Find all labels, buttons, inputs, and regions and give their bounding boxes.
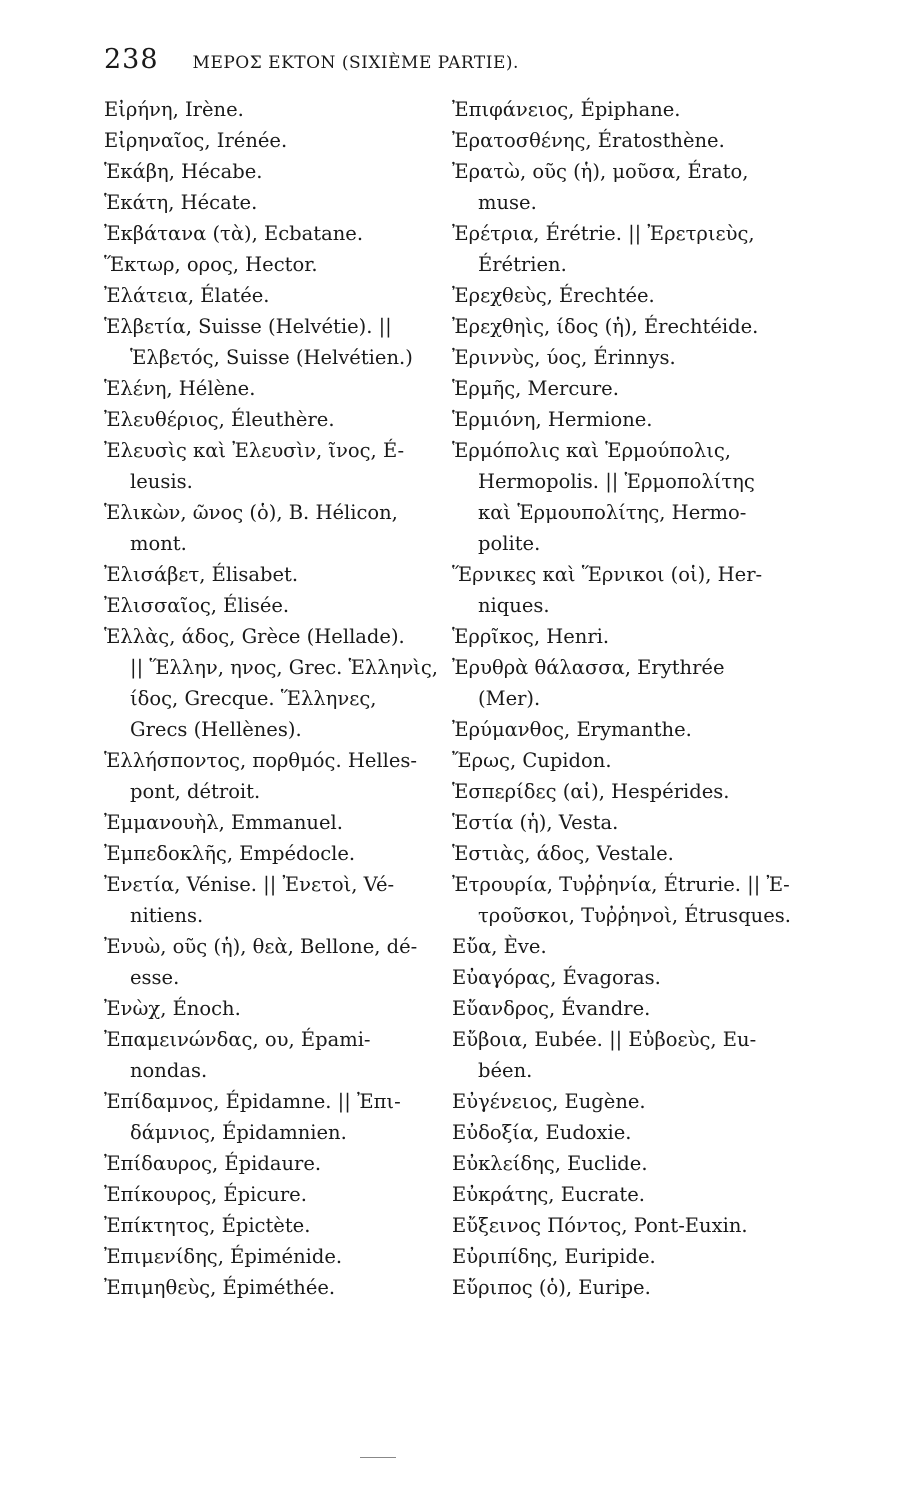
dictionary-entry [452, 156, 800, 218]
entry-headword-line: Ἑλλὰς, άδος, Grèce (Hellade). [104, 625, 405, 648]
dictionary-entry [452, 1210, 800, 1241]
entry-headword-line: Εὔα, Ève. [452, 935, 547, 958]
entry-headword-line: Εὔανδρος, Évandre. [452, 997, 651, 1020]
dictionary-entry [104, 1024, 449, 1086]
dictionary-entry [452, 218, 800, 280]
entry-continuation-line: Érétrien. [478, 253, 567, 276]
entry-continuation-line: ίδος, Grecque. Ἕλληνες, [130, 687, 377, 710]
dictionary-entry [104, 311, 449, 373]
entry-headword-line: Ἐπίκτητος, Épictète. [104, 1214, 311, 1237]
entry-headword-line: Εὐκράτης, Eucrate. [452, 1183, 645, 1206]
entry-continuation-line: muse. [478, 191, 537, 214]
dictionary-entry [452, 776, 800, 807]
dictionary-entry [452, 714, 800, 745]
entry-continuation-line: mont. [130, 532, 187, 555]
dictionary-entry [104, 1148, 449, 1179]
dictionary-entry [452, 125, 800, 156]
entry-headword-line: Ἐκβάτανα (τὰ), Ecbatane. [104, 222, 364, 245]
entry-headword-line: Ἐπίκουρος, Épicure. [104, 1183, 307, 1206]
dictionary-entry [104, 249, 449, 280]
entry-headword-line: Ἐπιμηθεὺς, Épiméthée. [104, 1276, 336, 1299]
dictionary-entry [452, 869, 800, 931]
entry-headword-line: Ἐρατοσθένης, Ératosthène. [452, 129, 725, 152]
dictionary-entry [104, 838, 449, 869]
entry-headword-line: Ἑρμιόνη, Hermione. [452, 408, 653, 431]
entry-headword-line: Ἐνετία, Vénise. || Ἐνετοὶ, Vé- [104, 873, 395, 896]
dictionary-entry [104, 497, 449, 559]
dictionary-entry [452, 993, 800, 1024]
entry-headword-line: Ἐνὼχ, Énoch. [104, 997, 241, 1020]
entry-headword-line: Ἑλλήσποντος, πορθμός. Helles- [104, 749, 418, 772]
dictionary-entry [104, 218, 449, 249]
entry-headword-line: Ἑστία (ἡ), Vesta. [452, 811, 619, 834]
entry-continuation-line: Hermopolis. || Ἑρμοπολίτης [478, 470, 755, 493]
right-column [452, 94, 800, 1303]
entry-headword-line: Ἑκάτη, Hécate. [104, 191, 258, 214]
entry-continuation-line: leusis. [130, 470, 193, 493]
footer-rule [360, 1457, 396, 1458]
dictionary-entry [452, 435, 800, 559]
dictionary-entry [452, 1024, 800, 1086]
entry-headword-line: Ἐρύμανθος, Erymanthe. [452, 718, 692, 741]
dictionary-entry [452, 1241, 800, 1272]
dictionary-entry [104, 993, 449, 1024]
dictionary-entry [104, 280, 449, 311]
dictionary-entry [104, 621, 449, 745]
entry-headword-line: Ἔρως, Cupidon. [452, 749, 612, 772]
dictionary-entry [104, 156, 449, 187]
dictionary-entry [104, 745, 449, 807]
entry-headword-line: Ἐρεχθηὶς, ίδος (ἡ), Érechtéide. [452, 315, 759, 338]
dictionary-entry [104, 404, 449, 435]
entry-continuation-line: polite. [478, 532, 541, 555]
entry-headword-line: Ἐλισάβετ, Élisabet. [104, 563, 299, 586]
entry-continuation-line: || Ἕλλην, ηνος, Grec. Ἑλληνὶς, [130, 656, 438, 679]
dictionary-entry [104, 1272, 449, 1303]
dictionary-entry [104, 807, 449, 838]
entry-headword-line: Εἰρηναῖος, Irénée. [104, 129, 288, 152]
dictionary-entry [452, 1086, 800, 1117]
dictionary-entry [452, 1117, 800, 1148]
page-number: 238 [104, 44, 159, 75]
entry-headword-line: Ἑσπερίδες (αἱ), Hespérides. [452, 780, 730, 803]
dictionary-entry [104, 187, 449, 218]
entry-headword-line: Εὐκλείδης, Euclide. [452, 1152, 648, 1175]
dictionary-entry [452, 652, 800, 714]
entry-headword-line: Εὐριπίδης, Euripide. [452, 1245, 656, 1268]
dictionary-entry [104, 590, 449, 621]
entry-headword-line: Ἑλικὼν, ῶνος (ὁ), B. Hélicon, [104, 501, 398, 524]
left-column [104, 94, 449, 1303]
dictionary-entry [104, 1241, 449, 1272]
entry-continuation-line: δάμνιος, Épidamnien. [130, 1121, 347, 1144]
entry-continuation-line: Grecs (Hellènes). [130, 718, 302, 741]
entry-headword-line: Ἑλβετία, Suisse (Helvétie). || [104, 315, 392, 338]
entry-headword-line: Ἐρυθρὰ θάλασσα, Erythrée [452, 656, 725, 679]
entry-headword-line: Ἐρεχθεὺς, Érechtée. [452, 284, 655, 307]
dictionary-entry [452, 1179, 800, 1210]
entry-headword-line: Ἐρατὼ, οῦς (ἡ), μοῦσα, Érato, [452, 160, 749, 183]
entry-headword-line: Ἑρρῖκος, Henri. [452, 625, 610, 648]
entry-headword-line: Ἐριννὺς, ύος, Érinnys. [452, 346, 676, 369]
entry-continuation-line: τροῦσκοι, Τυῤῥηνοὶ, Étrusques. [478, 904, 791, 927]
dictionary-entry [452, 404, 800, 435]
entry-headword-line: Ἑρμόπολις καὶ Ἑρμούπολις, [452, 439, 731, 462]
entry-headword-line: Ἐπιμενίδης, Épiménide. [104, 1245, 343, 1268]
dictionary-entry [452, 962, 800, 993]
entry-continuation-line: nondas. [130, 1059, 208, 1082]
entry-continuation-line: Ἑλβετός, Suisse (Helvétien.) [130, 346, 413, 369]
dictionary-entry [104, 373, 449, 404]
entry-headword-line: Ἐπίδαυρος, Épidaure. [104, 1152, 322, 1175]
dictionary-entry [452, 1272, 800, 1303]
entry-headword-line: Ἐμπεδοκλῆς, Empédocle. [104, 842, 356, 865]
entry-continuation-line: esse. [130, 966, 180, 989]
entry-headword-line: Εὔξεινος Πόντος, Pont-Euxin. [452, 1214, 748, 1237]
dictionary-entry [452, 342, 800, 373]
dictionary-entry [452, 1148, 800, 1179]
entry-continuation-line: καὶ Ἑρμουπολίτης, Hermo- [478, 501, 747, 524]
entry-headword-line: Ἐρέτρια, Érétrie. || Ἐρετριεὺς, [452, 222, 755, 245]
entry-continuation-line: niques. [478, 594, 550, 617]
entry-continuation-line: béen. [478, 1059, 533, 1082]
entry-headword-line: Ἑλένη, Hélène. [104, 377, 256, 400]
page-header [104, 44, 804, 80]
entry-headword-line: Ἐλευσὶς καὶ Ἐλευσὶν, ῖνος, É- [104, 439, 405, 462]
dictionary-entry [104, 94, 449, 125]
dictionary-entry [104, 1086, 449, 1148]
dictionary-entry [452, 745, 800, 776]
dictionary-entry [104, 931, 449, 993]
dictionary-entry [104, 435, 449, 497]
entry-continuation-line: nitiens. [130, 904, 204, 927]
dictionary-entry [452, 931, 800, 962]
dictionary-entry [452, 621, 800, 652]
dictionary-entry [452, 559, 800, 621]
dictionary-entry [104, 869, 449, 931]
dictionary-entry [104, 125, 449, 156]
entry-headword-line: Εὐγένειος, Eugène. [452, 1090, 646, 1113]
entry-headword-line: Ἐλευθέριος, Éleuthère. [104, 408, 335, 431]
dictionary-entry [104, 1210, 449, 1241]
entry-headword-line: Ἑστιὰς, άδος, Vestale. [452, 842, 674, 865]
entry-headword-line: Εὐδοξία, Eudoxie. [452, 1121, 632, 1144]
entry-headword-line: Ἐμμανουὴλ, Emmanuel. [104, 811, 343, 834]
entry-headword-line: Ἕκτωρ, ορος, Hector. [104, 253, 318, 276]
dictionary-entry [104, 1179, 449, 1210]
dictionary-entry [452, 838, 800, 869]
dictionary-entry [452, 807, 800, 838]
entry-headword-line: Εὔριπος (ὁ), Euripe. [452, 1276, 651, 1299]
dictionary-entry [452, 280, 800, 311]
entry-headword-line: Εὐαγόρας, Évagoras. [452, 966, 661, 989]
running-head: ΜΕΡΟΣ ΕΚΤΟΝ (SIXIÈME PARTIE). [192, 53, 519, 73]
entry-headword-line: Ἑρμῆς, Mercure. [452, 377, 619, 400]
entry-continuation-line: pont, détroit. [130, 780, 261, 803]
entry-continuation-line: (Mer). [478, 687, 541, 710]
dictionary-entry [452, 94, 800, 125]
entry-headword-line: Ἐπίδαμνος, Épidamne. || Ἐπι- [104, 1090, 401, 1113]
entry-headword-line: Ἐλάτεια, Élatée. [104, 284, 270, 307]
entry-headword-line: Ἑκάβη, Hécabe. [104, 160, 263, 183]
dictionary-entry [104, 559, 449, 590]
entry-headword-line: Ἐτρουρία, Τυῤῥηνία, Étrurie. || Ἐ- [452, 873, 790, 896]
entry-headword-line: Ἐπιφάνειος, Épiphane. [452, 98, 681, 121]
entry-headword-line: Ἐπαμεινώνδας, ου, Épami- [104, 1028, 371, 1051]
entry-headword-line: Ἕρνικες καὶ Ἕρνικοι (οἱ), Her- [452, 563, 763, 586]
entry-headword-line: Εἰρήνη, Irène. [104, 98, 244, 121]
entry-headword-line: Ἐνυὼ, οῦς (ἡ), θεὰ, Bellone, dé- [104, 935, 418, 958]
entry-headword-line: Ἐλισσαῖος, Élisée. [104, 594, 290, 617]
dictionary-entry [452, 311, 800, 342]
dictionary-entry [452, 373, 800, 404]
entry-headword-line: Εὔβοια, Eubée. || Εὐβοεὺς, Eu- [452, 1028, 757, 1051]
